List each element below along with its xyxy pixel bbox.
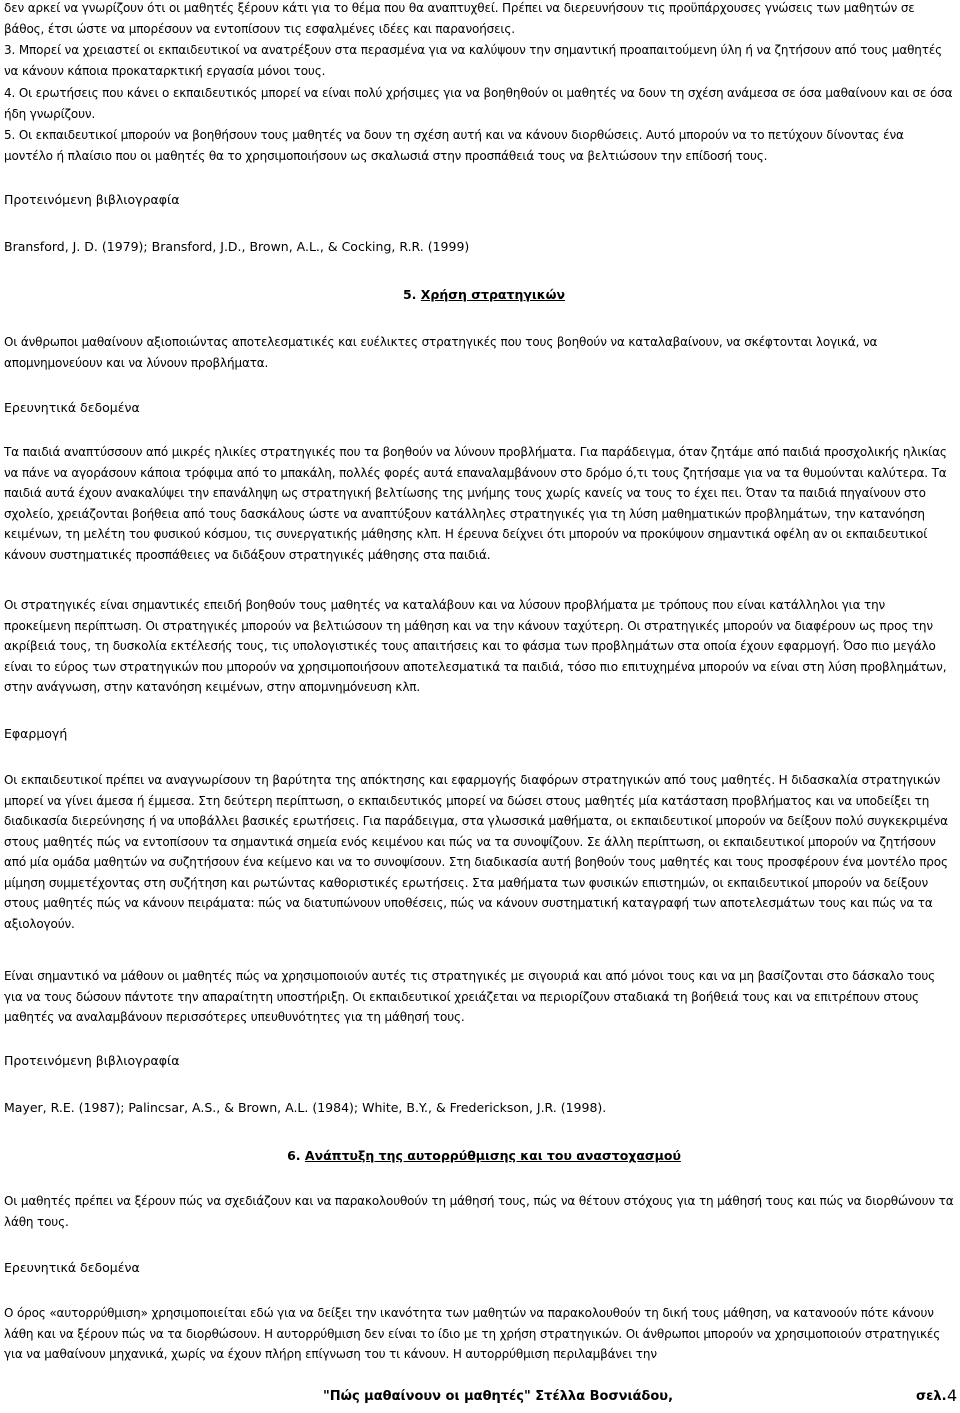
application-paragraph-2: Είναι σημαντικό να μάθουν οι μαθητές πώς να χρησιμοποιούν αυτές τις στρατηγικές με σιγουριά και από μόνοι τους και να μη βασίζονται στο δάσκαλο τους για να τους δώσουν πάντοτε την απαραίτητη υποστήριξη. Οι εκπαιδευτικοί χρειάζεται να περιορίζουν σταδιακά τη βοήθειά τους και να επιτρέπουν στους μαθητές να αναλαμβάνουν περισσότερες υπευθυνότητες για τη μάθησή τους. — [4, 969, 936, 1024]
section-5-heading — [4, 285, 960, 305]
research-6-paragraph-1: Ο όρος «αυτορρύθμιση» χρησιμοποιείται εδώ για να δείξει την ικανότητα των μαθητών να παρακολουθούν τη δική τους μάθηση, να κατανοούν πότε κάνουν λάθη και να ξέρουν πώς να τα διορθώσουν. Η αυτορρύθμιση δεν είναι το ίδιο με τη χρήση στρατηγικών. Οι άνθρωποι μπορούν να χρησιμοποιούν στρατηγικές για να μαθαίνουν μηχανικά, χωρίς να έχουν πλήρη επίγνωση του τι κάνουν. Η αυτορρύθμιση περιλαμβάνει την — [4, 1306, 941, 1361]
bibliography-references-2: Mayer, R.E. (1987); Palincsar, A.S., & Brown, A.L. (1984); White, B.Y., & Frederickson, J.R. (1998). — [4, 1100, 607, 1115]
heading-research-data-2: Ερευνητικά δεδομένα — [4, 1260, 140, 1275]
research-paragraph-2: Οι στρατηγικές είναι σημαντικές επειδή βοηθούν τους μαθητές να καταλάβουν και να λύσουν προβλήματα με τρόπους που είναι κατάλληλοι για την προκείμενη περίπτωση. Οι στρατηγικές μπορούν να βελτιώσουν τη μάθηση και να την κάνουν ταχύτερη. Οι στρατηγικές μπορούν να διαφέρουν ως προς την ακρίβειά τους, τη δυσκολία εκτέλεσής τους, τις υπολογιστικές τους απαιτήσεις και το φάσμα των προβλημάτων στα οποία έχουν εφαρμογή. Όσο πιο μεγάλο είναι το εύρος των στρατηγικών που μπορούν να χρησιμοποιήσουν αποτελεσματικά τα παιδιά, τόσο πιο επιτυχημένα μπορούν να είναι στη λύση προβλημάτων, στην ανάγνωση, στην κατανόηση κειμένων, στην απομνημόνευση κλπ. — [4, 598, 947, 694]
heading-application: Εφαρμογή — [4, 726, 68, 741]
section-5-intro: Οι άνθρωποι μαθαίνουν αξιοποιώντας αποτελεσματικές και ευέλικτες στρατηγικές που τους βοηθούν να καταλαβαίνουν, να σκέφτονται λογικά, να απομνημονεύουν και να λύνουν προβλήματα. — [4, 335, 878, 370]
section-5-title: Χρήση στρατηγικών — [420, 287, 566, 302]
section-5-number: 5. — [402, 287, 417, 302]
list-item-5: 5. Οι εκπαιδευτικοί μπορούν να βοηθήσουν τους μαθητές να δουν τη σχέση αυτή και να κάνουν διορθώσεις. Αυτό μπορούν να το πετύχουν δίνοντας ένα μοντέλο ή πλαίσιο που οι μαθητές θα το χρησιμοποιήσουν ως σκαλωσιά στην προσπάθειά τους να βελτιώσουν την επίδοσή τους. — [4, 128, 904, 163]
heading-suggested-bibliography-1: Προτεινόμενη βιβλιογραφία — [4, 192, 180, 207]
section-6-number: 6. — [287, 1148, 301, 1163]
paragraph-prior-knowledge: δεν αρκεί να γνωρίζουν ότι οι μαθητές ξέρουν κάτι για το θέμα που θα αναπτυχθεί. Πρέπει να διερευνήσουν τις προϋπάρχουσες γνώσεις των μαθητών σε βάθος, έτσι ώστε να μπορέσουν να εντοπίσουν τις εσφαλμένες ιδέες και παρανοήσεις. — [4, 1, 915, 36]
page-footer — [0, 1386, 960, 1411]
list-item-3: 3. Μπορεί να χρειαστεί οι εκπαιδευτικοί να ανατρέξουν στα περασμένα για να καλύψουν την σημαντική προαπαιτούμενη ύλη ή να ζητήσουν από τους μαθητές να κάνουν κάποια προκαταρκτική εργασία μόνοι τους. — [4, 43, 943, 78]
bibliography-references-1: Bransford, J. D. (1979); Bransford, J.D., Brown, A.L., & Cocking, R.R. (1999) — [4, 239, 470, 254]
section-6-title: Ανάπτυξη της αυτορρύθμισης και του αναστοχασμού — [304, 1148, 681, 1163]
heading-research-data-1: Ερευνητικά δεδομένα — [4, 400, 140, 415]
heading-suggested-bibliography-2: Προτεινόμενη βιβλιογραφία — [4, 1053, 180, 1068]
list-item-4: 4. Οι ερωτήσεις που κάνει ο εκπαιδευτικός μπορεί να είναι πολύ χρήσιμες για να βοηθηθούν οι μαθητές να δουν τη σχέση ανάμεσα σε όσα μαθαίνουν και σε όσα ήδη γνωρίζουν. — [4, 86, 953, 121]
footer-author: "Πώς μαθαίνουν οι μαθητές" Στέλλα Βοσνιάδου, — [323, 1389, 674, 1404]
footer-page-label: σελ. — [916, 1389, 947, 1404]
section-6-intro: Οι μαθητές πρέπει να ξέρουν πώς να σχεδιάζουν και να παρακολουθούν τη μάθησή τους, πώς να θέτουν στόχους για τη μάθησή τους και πώς να διορθώνουν τα λάθη τους. — [4, 1194, 954, 1229]
footer-page-number: 4 — [947, 1386, 958, 1405]
research-paragraph-1: Τα παιδιά αναπτύσσουν από μικρές ηλικίες στρατηγικές που τα βοηθούν να λύνουν προβλήματα. Για παράδειγμα, όταν ζητάμε από παιδιά προσχολικής ηλικίας να πάνε να αγοράσουν κάποια τρόφιμα από το μπακάλη, πολλές φορές αυτά επαναλαμβάνουν στο δρόμο ό,τι τους ζητήσαμε για να τα θυμούνται καλύτερα. Τα παιδιά αυτά έχουν ανακαλύψει την επανάληψη ως στρατηγική βελτίωσης της μνήμης τους χωρίς κανείς να τους το έχει πει. Όταν τα παιδιά πηγαίνουν στο σχολείο, χρειάζονται βοήθεια από τους δασκάλους ώστε να αναπτύξουν κατάλληλες στρατηγικές για τη λύση μαθηματικών προβλημάτων, την κατανόηση κειμένων, τη μελέτη του φυσικού κόσμου, τις συνεργατικής μάθησης κλπ. Η έρευνα δείχνει ότι μπορούν να προκύψουν σημαντικά οφέλη αν οι εκπαιδευτικοί κάνουν συστηματικές προσπάθειες να διδάξουν στρατηγικές μάθησης στα παιδιά. — [4, 445, 947, 562]
application-paragraph-1: Οι εκπαιδευτικοί πρέπει να αναγνωρίσουν τη βαρύτητα της απόκτησης και εφαρμογής διαφόρων στρατηγικών από τους μαθητές. Η διδασκαλία στρατηγικών μπορεί να γίνει άμεσα ή έμμεσα. Στη δεύτερη περίπτωση, ο εκπαιδευτικός μπορεί να δώσει στους μαθητές μία κατάσταση προβλήματος και να υποδείξει τη διαδικασία διερεύνησης ή να υποβάλλει βασικές ερωτήσεις. Για παράδειγμα, στα γλωσσικά μαθήματα, οι εκπαιδευτικοί μπορούν να δείξουν πολύ συγκεκριμένα στους μαθητές πώς να εντοπίσουν τα σημαντικά σημεία ενός κειμένου και πώς να τα συνοψίζουν. Σε άλλη περίπτωση, οι εκπαιδευτικοί μπορούν να ζητήσουν από μία ομάδα μαθητών να συζητήσουν ένα κείμενο και να το συνοψίσουν. Στη διαδικασία αυτή βοηθούν τους μαθητές και τους προσφέρουν ένα μοντέλο προς μίμηση συμμετέχοντας στη συζήτηση και ρωτώντας καθοριστικές ερωτήσεις. Στα μαθήματα των φυσικών επιστημών, οι εκπαιδευτικοί μπορούν να δείξουν στους μαθητές πώς να κάνουν πειράματα: πώς να διατυπώνουν υποθέσεις, πώς να κάνουν συστηματική καταγραφή των αποτελεσμάτων τους και πώς να τα αξιολογούν. — [4, 773, 948, 931]
section-6-heading — [4, 1146, 960, 1166]
